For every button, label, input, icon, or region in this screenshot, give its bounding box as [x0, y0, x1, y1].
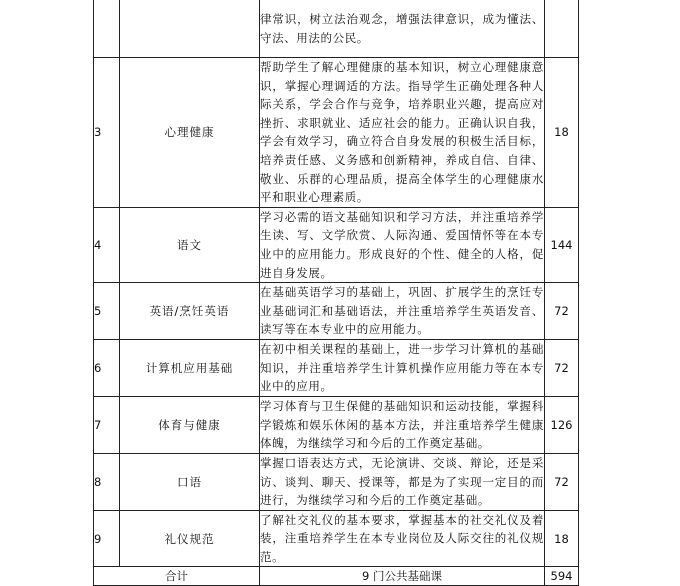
course-name: 心理健康	[120, 58, 260, 208]
row-index: 7	[94, 397, 120, 454]
total-label: 合计	[94, 567, 260, 586]
course-table	[93, 0, 579, 586]
course-description: 在基础英语学习的基础上，巩固、扩展学生的烹饪专业基础词汇和基础语法，并注重培养学生英语发音、读写等在本专业中的应用能力。	[260, 283, 545, 340]
row-index: 6	[94, 340, 120, 397]
course-name: 语文	[120, 207, 260, 282]
row-index: 8	[94, 453, 120, 510]
table-row	[94, 340, 579, 397]
course-name: 口语	[120, 453, 260, 510]
course-hours: 72	[545, 340, 579, 397]
course-hours: 126	[545, 397, 579, 454]
course-name: 英语/烹饪英语	[120, 283, 260, 340]
table-row	[94, 453, 579, 510]
course-description: 帮助学生了解心理健康的基本知识，树立心理健康意识，掌握心理调适的方法。指导学生正确处理各种人际关系，学会合作与竞争，培养职业兴趣，提高应对挫折、求职就业、适应社会的能力。正确认识自我，学会有效学习，确立符合自身发展的积极生活目标，培养责任感、义务感和创新精神，养成自信、自律、敬业、乐群的心理品质，提高全体学生的心理健康水平和职业心理素质。	[260, 58, 545, 208]
course-description: 在初中相关课程的基础上，进一步学习计算机的基础知识，并注重培养学生计算机操作应用能力等在本专业中的应用。	[260, 340, 545, 397]
total-row	[94, 567, 579, 586]
table-row	[94, 283, 579, 340]
course-hours: 18	[545, 58, 579, 208]
total-hours: 594	[545, 567, 579, 586]
table-row	[94, 510, 579, 567]
course-name	[120, 0, 260, 58]
course-description: 学习必需的语文基础知识和学习方法，并注重培养学生读、写、文学欣赏、人际沟通、爱国情怀等在本专业中的应用能力。形成良好的个性、健全的人格，促进自身发展。	[260, 207, 545, 282]
total-summary: 9 门公共基础课	[260, 567, 545, 586]
course-hours: 18	[545, 510, 579, 567]
course-description: 学习体育与卫生保健的基础知识和运动技能，掌握科学锻炼和娱乐休闲的基本方法，并注重培养学生健康体魄，为继续学习和今后的工作奠定基础。	[260, 397, 545, 454]
course-name: 体育与健康	[120, 397, 260, 454]
course-name: 礼仪规范	[120, 510, 260, 567]
course-description: 律常识，树立法治观念，增强法律意识，成为懂法、守法、用法的公民。	[260, 0, 545, 58]
course-name: 计算机应用基础	[120, 340, 260, 397]
course-hours: 72	[545, 453, 579, 510]
course-hours: 72	[545, 283, 579, 340]
course-description: 了解社交礼仪的基本要求，掌握基本的社交礼仪及着装，注重培养学生在本专业岗位及人际交往的礼仪规范。	[260, 510, 545, 567]
course-hours	[545, 0, 579, 58]
row-index: 9	[94, 510, 120, 567]
row-index: 3	[94, 58, 120, 208]
table-row	[94, 58, 579, 208]
course-description: 掌握口语表达方式，无论演讲、交谈、辩论，还是采访、谈判、聊天、授课等，都是为了实现一定目的而进行，为继续学习和今后的工作奠定基础。	[260, 453, 545, 510]
row-index: 5	[94, 283, 120, 340]
row-index: 4	[94, 207, 120, 282]
table-row	[94, 397, 579, 454]
row-index	[94, 0, 120, 58]
course-hours: 144	[545, 207, 579, 282]
table-row	[94, 207, 579, 282]
table-row	[94, 0, 579, 58]
